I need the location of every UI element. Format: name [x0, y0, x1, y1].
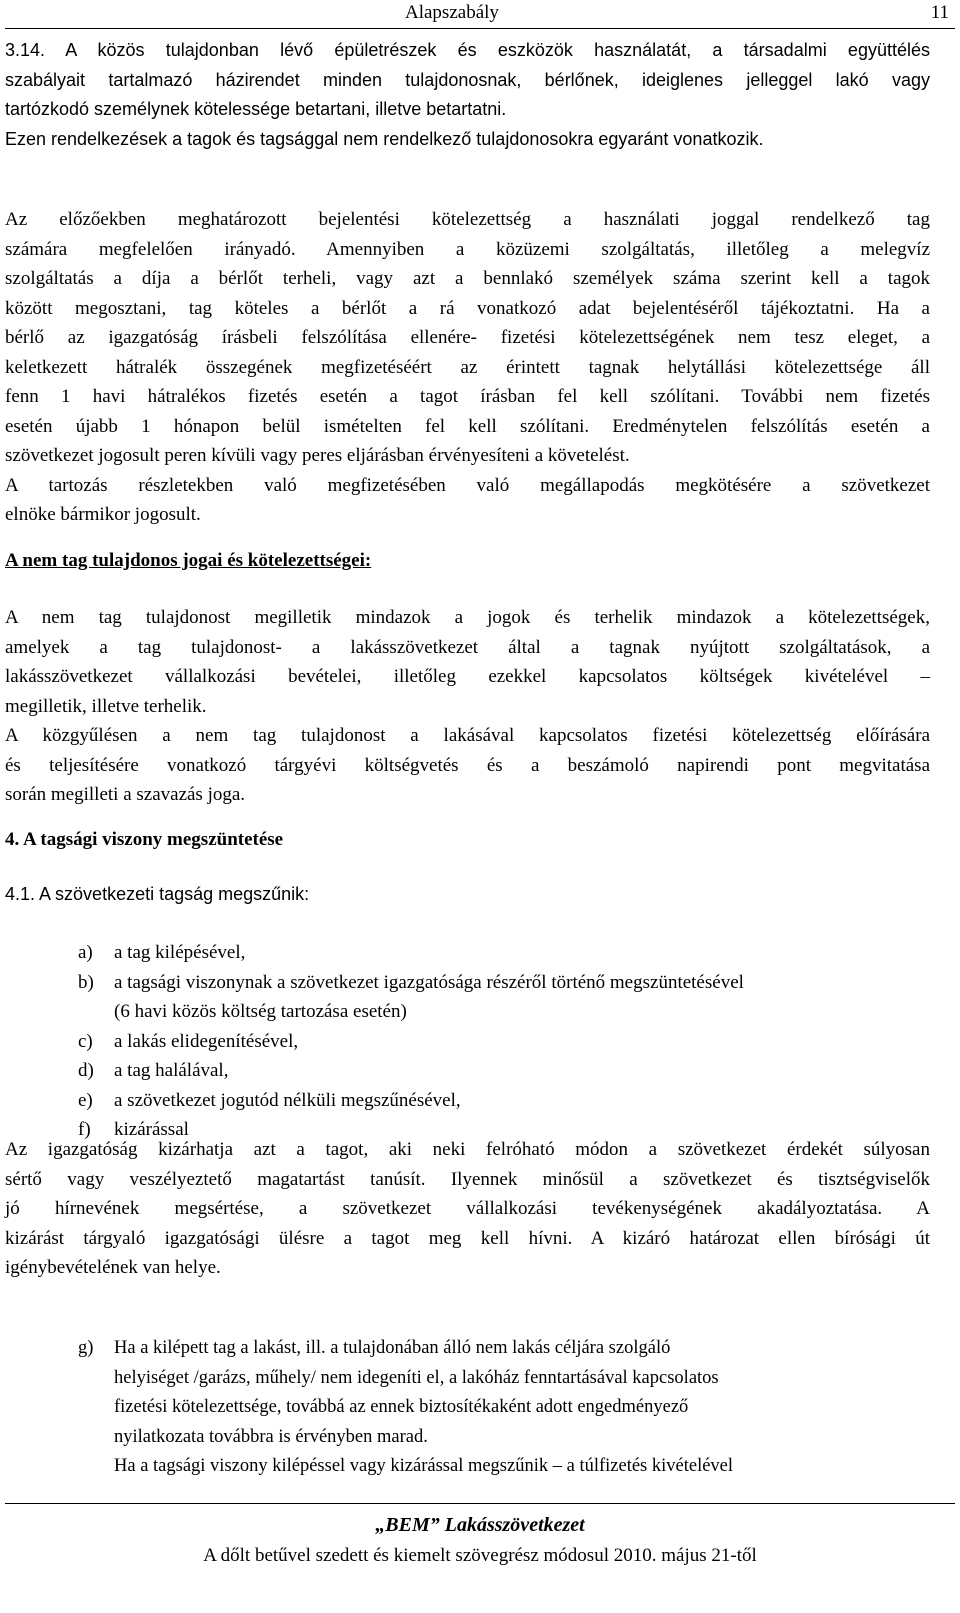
list-item-continuation	[78, 997, 938, 1027]
paragraph-3-14	[5, 36, 930, 154]
list-item-text	[114, 1334, 938, 1482]
paragraph-line: 3.14. A közös tulajdonban lévő épületrészek és eszközök használatát, a társadalmi együttélés	[5, 40, 930, 60]
paragraph-line: amelyek a tag tulajdonost- a lakásszövetkezet által a tagnak nyújtott szolgáltatások, a	[5, 636, 930, 658]
paragraph-line: A nem tag tulajdonost megilletik mindazok a jogok és terhelik mindazok a kötelezettségek,	[5, 607, 930, 628]
list-item	[78, 1056, 938, 1086]
page-header	[5, 0, 955, 29]
list-item	[78, 938, 938, 968]
paragraph-line: szolgáltatás a díja a bérlőt terheli, vagy azt a bennlakó személyek száma szerint kell a tagok	[5, 268, 930, 289]
paragraph-line: lakásszövetkezet vállalkozási bevételei, illetőleg ezekkel kapcsolatos költségek kivételével –	[5, 666, 930, 687]
paragraph-line: Ha a tagsági viszony kilépéssel vagy kizárással megszűnik – a túlfizetés kivételével	[114, 1456, 734, 1476]
footer-divider	[5, 1503, 955, 1504]
list-item	[78, 968, 938, 998]
paragraph-line: között megosztani, tag köteles a bérlőt a rá vonatkozó adat bejelentéséről tájékoztatni. Ha a	[5, 297, 930, 319]
paragraph-line: fizetési kötelezettsége, továbbá az ennek biztosítékaként adott engedményező	[114, 1397, 689, 1417]
list-marker: d)	[78, 1060, 94, 1081]
paragraph-line: megilletik, illetve terhelik.	[5, 695, 207, 717]
list-marker: f)	[78, 1119, 91, 1140]
paragraph-line: során megilleti a szavazás joga.	[5, 784, 246, 805]
subsection-4-1-title: 4.1. A szövetkezeti tagság megszűnik:	[5, 884, 310, 904]
paragraph-line: bérlő az igazgatóság írásbeli felszólítása ellenére- fizetési kötelezettségének nem tesz eleget, a	[5, 327, 930, 348]
paragraph-line: nyilatkozata továbbra is érvényben marad.	[114, 1426, 428, 1447]
list-marker: b)	[78, 971, 94, 993]
footer-note: A dőlt betűvel szedett és kiemelt szövegrész módosul 2010. május 21-től	[203, 1545, 757, 1566]
paragraph-line: Ha a kilépett tag a lakást, ill. a tulajdonában álló nem lakás céljára szolgáló	[114, 1338, 671, 1358]
paragraph-line: A tartozás részletekben való megfizetésében való megállapodás megkötésére a szövetkezet	[5, 474, 930, 496]
termination-list	[78, 938, 938, 1145]
paragraph-line: Az igazgatóság kizárhatja azt a tagot, aki neki felróható módon a szövetkezet érdekét súlyosan	[5, 1139, 930, 1160]
list-item	[78, 1027, 938, 1057]
header-title: Alapszabály	[405, 2, 499, 23]
list-item-text: a lakás elidegenítésével,	[114, 1030, 299, 1052]
paragraph-line: helyiséget /garázs, műhely/ nem idegeníti el, a lakóház fenntartásával kapcsolatos	[114, 1367, 719, 1388]
paragraph-line: A közgyűlésen a nem tag tulajdonost a lakásával kapcsolatos fizetési kötelezettség előírására	[5, 725, 930, 746]
section-title-non-member: A nem tag tulajdonos jogai és kötelezettségei:	[5, 550, 372, 571]
list-item-text: a tag kilépésével,	[114, 942, 246, 963]
paragraph-line: elnöke bármikor jogosult.	[5, 504, 201, 525]
list-item-text: kizárással	[114, 1119, 189, 1140]
list-item-text: (6 havi közös költség tartozása esetén)	[114, 1001, 407, 1022]
page-number: 11	[930, 2, 949, 23]
list-item	[78, 1086, 938, 1116]
footer-organization: „BEM” Lakásszövetkezet	[375, 1514, 585, 1536]
list-item-text: a tagsági viszonynak a szövetkezet igazgatósága részéről történő megszüntetésével	[114, 971, 744, 993]
paragraph-line: tartózkodó személynek kötelessége betartani, illetve betartatni.	[5, 99, 507, 119]
paragraph-line: esetén újabb 1 hónapon belül ismételten fel kell szólítani. Eredménytelen felszólítás esetén a	[5, 415, 930, 437]
list-marker: a)	[78, 942, 93, 963]
chapter-4-title: 4. A tagsági viszony megszüntetése	[5, 829, 284, 850]
paragraph-line: jó hírnevének megsértése, a szövetkezet vállalkozási tevékenységének akadályoztatása. A	[5, 1198, 930, 1219]
paragraph-reporting	[5, 205, 930, 530]
list-marker: g)	[78, 1338, 94, 1358]
item-g	[78, 1334, 938, 1482]
paragraph-line: szövetkezet jogosult peren kívüli vagy peres eljárásban érvényesíteni a követelést.	[5, 445, 630, 466]
paragraph-line: és teljesítésére vonatkozó tárgyévi költségvetés és a beszámoló napirendi pont megvitatása	[5, 754, 930, 776]
paragraph-line: szabályait tartalmazó házirendet minden tulajdonosnak, bérlőnek, ideiglenes jelleggel lakó vagy	[5, 69, 930, 90]
paragraph-line: igénybevételének van helye.	[5, 1257, 221, 1278]
paragraph-line: Az előzőekben meghatározott bejelentési kötelezettség a használati joggal rendelkező tag	[5, 209, 930, 230]
paragraph-line: sértő vagy veszélyeztető magatartást tanúsít. Ilyennek minősül a szövetkezet és tisztségviselők	[5, 1168, 930, 1190]
paragraph-line: kizárást tárgyaló igazgatósági ülésre a tagot meg kell hívni. A kizáró határozat ellen bírósági út	[5, 1227, 930, 1249]
list-item-text: a szövetkezet jogutód nélküli megszűnésével,	[114, 1089, 461, 1111]
list-item	[78, 1334, 938, 1482]
paragraph-line: számára megfelelően irányadó. Amennyiben a közüzemi szolgáltatás, illetőleg a melegvíz	[5, 238, 930, 260]
paragraph-non-member	[5, 603, 930, 810]
paragraph-exclusion	[5, 1135, 930, 1283]
paragraph-line: fenn 1 havi hátralékos fizetés esetén a tagot írásban fel kell szólítani. További nem fizetés	[5, 386, 930, 407]
list-item-text: a tag halálával,	[114, 1060, 229, 1081]
paragraph-line: keletkezett hátralék összegének megfizetéséért az érintett tagnak helytállási kötelezettsége áll	[5, 356, 930, 378]
list-marker: e)	[78, 1089, 93, 1111]
list-marker: c)	[78, 1030, 93, 1052]
paragraph-line: Ezen rendelkezések a tagok és tagsággal nem rendelkező tulajdonosokra egyaránt vonatkozik.	[5, 128, 764, 149]
